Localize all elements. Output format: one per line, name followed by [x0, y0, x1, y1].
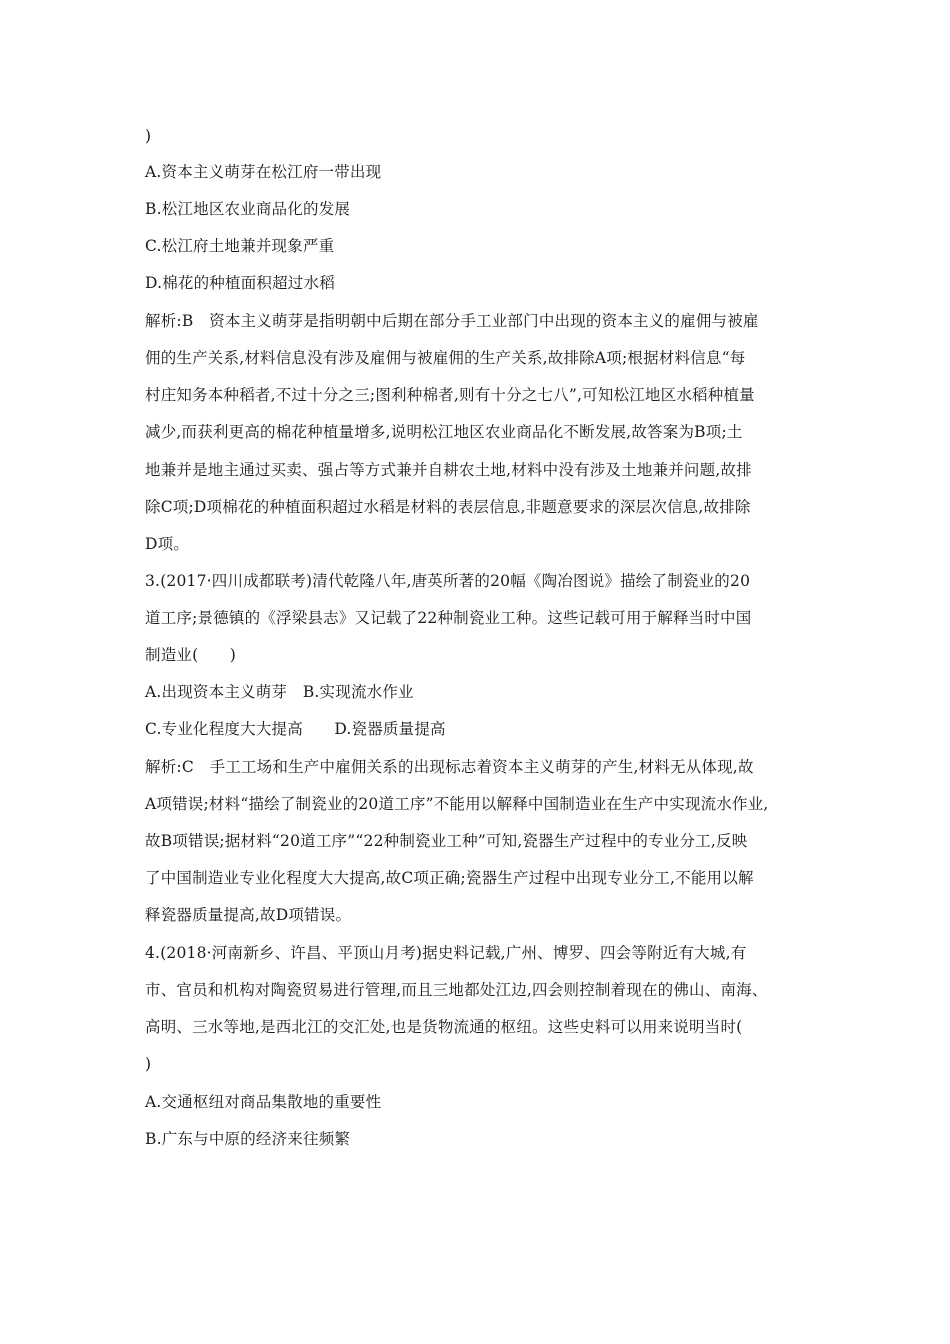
- q4-stem-line: 4.(2018·河南新乡、许昌、平顶山月考)据史料记载,广州、博罗、四会等附近有大城,有: [145, 944, 747, 962]
- q2-analysis-line: 解析:B 资本主义萌芽是指明朝中后期在部分手工业部门中出现的资本主义的雇佣与被雇: [145, 312, 759, 330]
- q2-analysis-line: 地兼并是地主通过买卖、强占等方式兼并自耕农土地,材料中没有涉及土地兼并问题,故排: [145, 461, 752, 479]
- q3-options-ab: A.出现资本主义萌芽 B.实现流水作业: [145, 683, 414, 701]
- q3-analysis-line: A项错误;材料“描绘了制瓷业的20道工序”不能用以解释中国制造业在生产中实现流水作业,: [145, 795, 769, 813]
- q2-analysis-line: 佣的生产关系,材料信息没有涉及雇佣与被雇佣的生产关系,故排除A项;根据材料信息“每: [145, 349, 746, 367]
- q4-option-b: B.广东与中原的经济来往频繁: [145, 1130, 351, 1148]
- q3-analysis-line: 故B项错误;据材料“20道工序”“22种制瓷业工种”可知,瓷器生产过程中的专业分工,反映: [145, 832, 748, 850]
- q2-stem-tail: ): [145, 127, 152, 145]
- q2-option-a: A.资本主义萌芽在松江府一带出现: [145, 163, 382, 181]
- q2-option-b: B.松江地区农业商品化的发展: [145, 200, 351, 218]
- q2-option-d: D.棉花的种植面积超过水稻: [145, 274, 335, 292]
- q3-analysis-line: 释瓷器质量提高,故D项错误。: [145, 906, 352, 924]
- q4-option-a: A.交通枢纽对商品集散地的重要性: [145, 1093, 382, 1111]
- q2-analysis-line: 除C项;D项棉花的种植面积超过水稻是材料的表层信息,非题意要求的深层次信息,故排除: [145, 498, 751, 516]
- q4-stem-line: 高明、三水等地,是西北江的交汇处,也是货物流通的枢纽。这些史料可以用来说明当时(: [145, 1018, 743, 1036]
- q3-analysis-line: 解析:C 手工工场和生产中雇佣关系的出现标志着资本主义萌芽的产生,材料无从体现,故: [145, 758, 754, 776]
- q3-stem-line: 3.(2017·四川成都联考)清代乾隆八年,唐英所著的20幅《陶冶图说》描绘了制瓷业的20: [145, 572, 751, 590]
- q4-stem-line: ): [145, 1055, 152, 1073]
- q2-analysis-line: D项。: [145, 535, 190, 553]
- q3-options-cd: C.专业化程度大大提高 D.瓷器质量提高: [145, 720, 446, 738]
- q2-option-c: C.松江府土地兼并现象严重: [145, 237, 335, 255]
- q2-analysis-line: 村庄知务本种稻者,不过十分之三;图利种棉者,则有十分之七八”,可知松江地区水稻种植量: [145, 386, 755, 404]
- q3-stem-line: 制造业( ): [145, 646, 236, 664]
- q3-stem-line: 道工序;景德镇的《浮梁县志》又记载了22种制瓷业工种。这些记载可用于解释当时中国: [145, 609, 752, 627]
- q3-analysis-line: 了中国制造业专业化程度大大提高,故C项正确;瓷器生产过程中出现专业分工,不能用以解: [145, 869, 754, 887]
- q2-analysis-line: 减少,而获利更高的棉花种植量增多,说明松江地区农业商品化不断发展,故答案为B项;土: [145, 423, 743, 441]
- q4-stem-line: 市、官员和机构对陶瓷贸易进行管理,而且三地都处江边,四会则控制着现在的佛山、南海、: [145, 981, 768, 999]
